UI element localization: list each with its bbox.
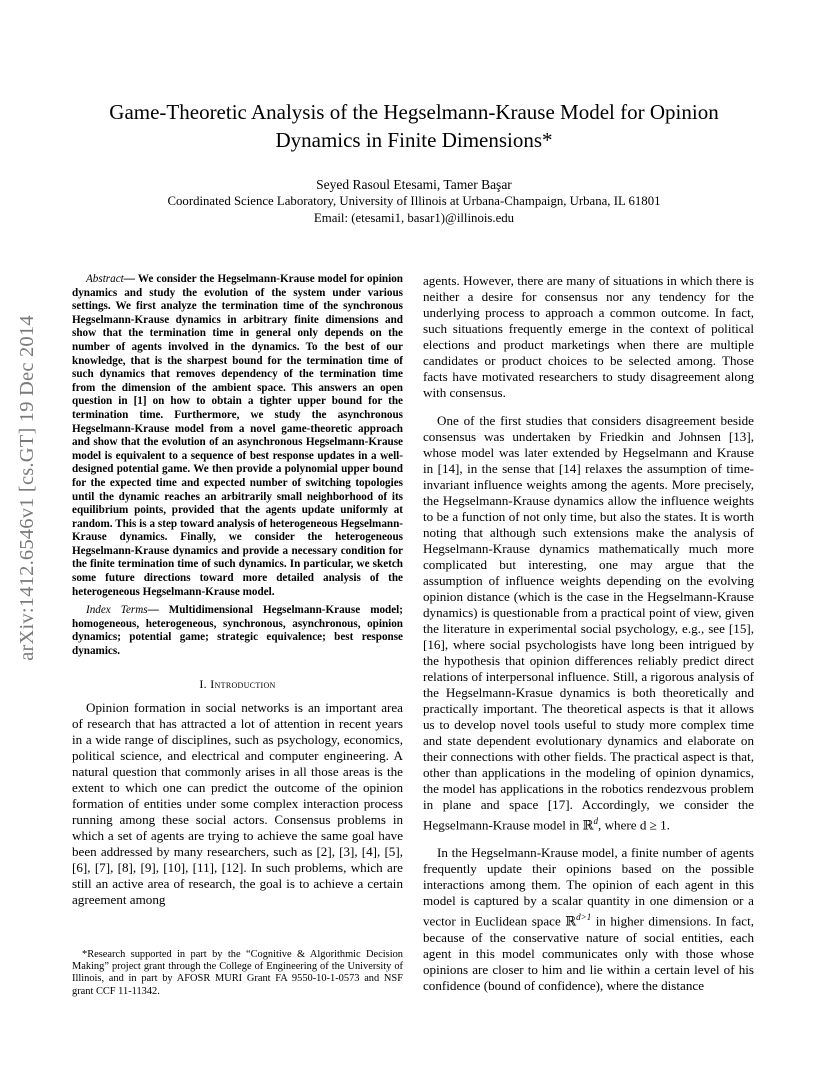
arxiv-side-label: arXiv:1412.6546v1 [cs.GT] 19 Dec 2014 — [16, 315, 38, 661]
right-column — [423, 273, 754, 994]
dimension-superscript: d — [593, 816, 599, 826]
section-heading — [72, 676, 403, 692]
index-terms-label: Index Terms — [86, 604, 148, 617]
footnote-text: *Research supported in part by the “Cognitive & Algorithmic Decision Making” project grant through the College of Engineering of the University of Illinois, and in part by AFOSR MURI Grant FA 9550-10-1-0573 and NSF grant CCF 11-11342. — [72, 949, 403, 997]
left-column — [72, 273, 403, 908]
paragraph-3-text-b: in higher dimensions. In fact, because of the conservative nature of social entities, each agent in this model communicates only with those whose opinions are closer to him and lie within a certain level of his confidence (bound of confidence), where the distance — [423, 913, 755, 993]
abstract-label: Abstract — [86, 273, 124, 285]
real-space-symbol-2: ℝ — [565, 913, 577, 929]
right-paragraph-1: agents. However, there are many of situations in which there is neither a desire for consensus nor any tendency for the underlying process to approach a common outcome. In fact, such situations frequently emerge in the context of political elections and product marketings when there are multiple candidates or product choices to be selected among. Those facts have motivated researchers to study disagreement along with consensus. — [423, 273, 754, 400]
footnote — [72, 949, 403, 998]
right-paragraph-3 — [423, 845, 754, 993]
paragraph-2-text: One of the first studies that considers disagreement beside consensus was undertaken by Friedkin and Johnsen [13], whose model was later extended by Hegselmann and Krause in [14], in the sense that [14] relaxes the assumption of time-invariant influence weights among the agents. More precisely, the Hegselmann-Krause dynamics allow the influence weights to be a function of not only time, but also the states. It is worth noting that although such extensions make the analysis of Hegselmann-Krause dynamics mathematically much more complicated but interesting, one may argue that the assumption of influence weights depending on the evolving opinion distance (which is the case in the Hegselmann-Krause dynamics) is questionable from a practical point of view, given the literature in experimental social psychology, e.g., see [15], [16], where social psychologists have long been intrigued by the hypothesis that opinion differences reliably predict direct relations of interpersonal influence. Still, a rigorous analysis of the Hegselmann-Krasue dynamics is both theoretically and practically important. The theoretical aspects is that it allows us to develop novel tools useful to study more complex time and state dependent evolutionary dynamics and elaborate on their connections with other fields. The practical aspect is that, other than applications in the modeling of opinion dynamics, the model has applications in the robotics rendezvous problem in plane and space [17]. Accordingly, we consider the Hegselmann-Krause model in — [423, 413, 754, 833]
title-line-1: Game-Theoretic Analysis of the Hegselmann-Krause Model for Opinion — [109, 100, 719, 124]
abstract-dash: — — [123, 273, 138, 285]
real-space-symbol: ℝ — [582, 817, 594, 833]
authors: Seyed Rasoul Etesami, Tamer Başar — [316, 177, 512, 192]
index-terms-dash: — — [147, 604, 169, 617]
section-number: I. — [199, 676, 211, 691]
index-terms-text: Multidimensional Hegselmann-Krause model; homogeneous, heterogeneous, synchronous, asynchronous, opinion dynamics; potential game; strategic equivalence; best response dynamics. — [72, 604, 403, 658]
title-line-2: Dynamics in Finite Dimensions* — [275, 128, 553, 152]
email: Email: (etesami1, basar1)@illinois.edu — [313, 211, 515, 225]
abstract-text: We consider the Hegselmann-Krause model for opinion dynamics and study the evolution of the system under various settings. We first analyze the termination time of the synchronous Hegselmann-Krause dynamics in arbitrary finite dimensions and show that the termination time in general only depends on the number of agents involved in the dynamics. To the best of our knowledge, that is the sharpest bound for the termination time of such dynamics that removes dependency of the termination time from the dimension of the ambient space. This answers an open question in [1] on how to obtain a tighter upper bound for the termination time. Furthermore, we study the asynchronous Hegselmann-Krause model from a novel game-theoretic approach and show that the evolution of an asynchronous Hegselmann-Krause model is equivalent to a sequence of best response updates in a well-designed potential game. We then provide a polynomial upper bound for the expected time and expected number of switching topologies until the dynamic reaches an arbitrarily small neighborhood of its equilibrium points, provided that the agents update uniformly at random. This is a step toward analysis of heterogeneous Hegselmann-Krause dynamics. Finally, we consider the heterogeneous Hegselmann-Krause dynamics and provide a necessary condition for the finite termination time of such dynamics. In particular, we sketch some future directions toward more detailed analysis of the heterogeneous Hegselmann-Krause model. — [72, 273, 403, 598]
intro-paragraph: Opinion formation in social networks is an important area of research that has attracted a lot of attention in recent years in a wide range of disciplines, such as psychology, economics, political science, and electrical and computer engineering. A natural question that commonly arises in all those areas is the extent to which one can predict the outcome of the opinion formation of entities under some complex interaction process running among these social actors. Consensus problems in which a set of agents are trying to achieve the same goal have been addressed by many researchers, such as [2], [3], [4], [5], [6], [7], [8], [9], [10], [11], [12]. In such problems, which are still an active area of research, the goal is to achieve a certain agreement among — [72, 699, 403, 907]
affiliation: Coordinated Science Laboratory, University of Illinois at Urbana-Champaign, Urbana, IL 61801 — [167, 194, 661, 208]
paper-title — [60, 98, 768, 154]
dimension-superscript-2: d>1 — [576, 912, 592, 923]
abstract — [72, 273, 403, 659]
section-title: Introduction — [210, 676, 276, 691]
paragraph-3-text-a: In the Hegselmann-Krause model, a finite number of agents frequently update their opinions based on the possible interactions among them. The opinion of each agent in this model is captured by a scalar quantity in one dimension or a vector in Euclidean space — [423, 845, 754, 929]
paragraph-2-tail: , where d ≥ 1. — [598, 817, 670, 833]
right-paragraph-2 — [423, 413, 754, 833]
